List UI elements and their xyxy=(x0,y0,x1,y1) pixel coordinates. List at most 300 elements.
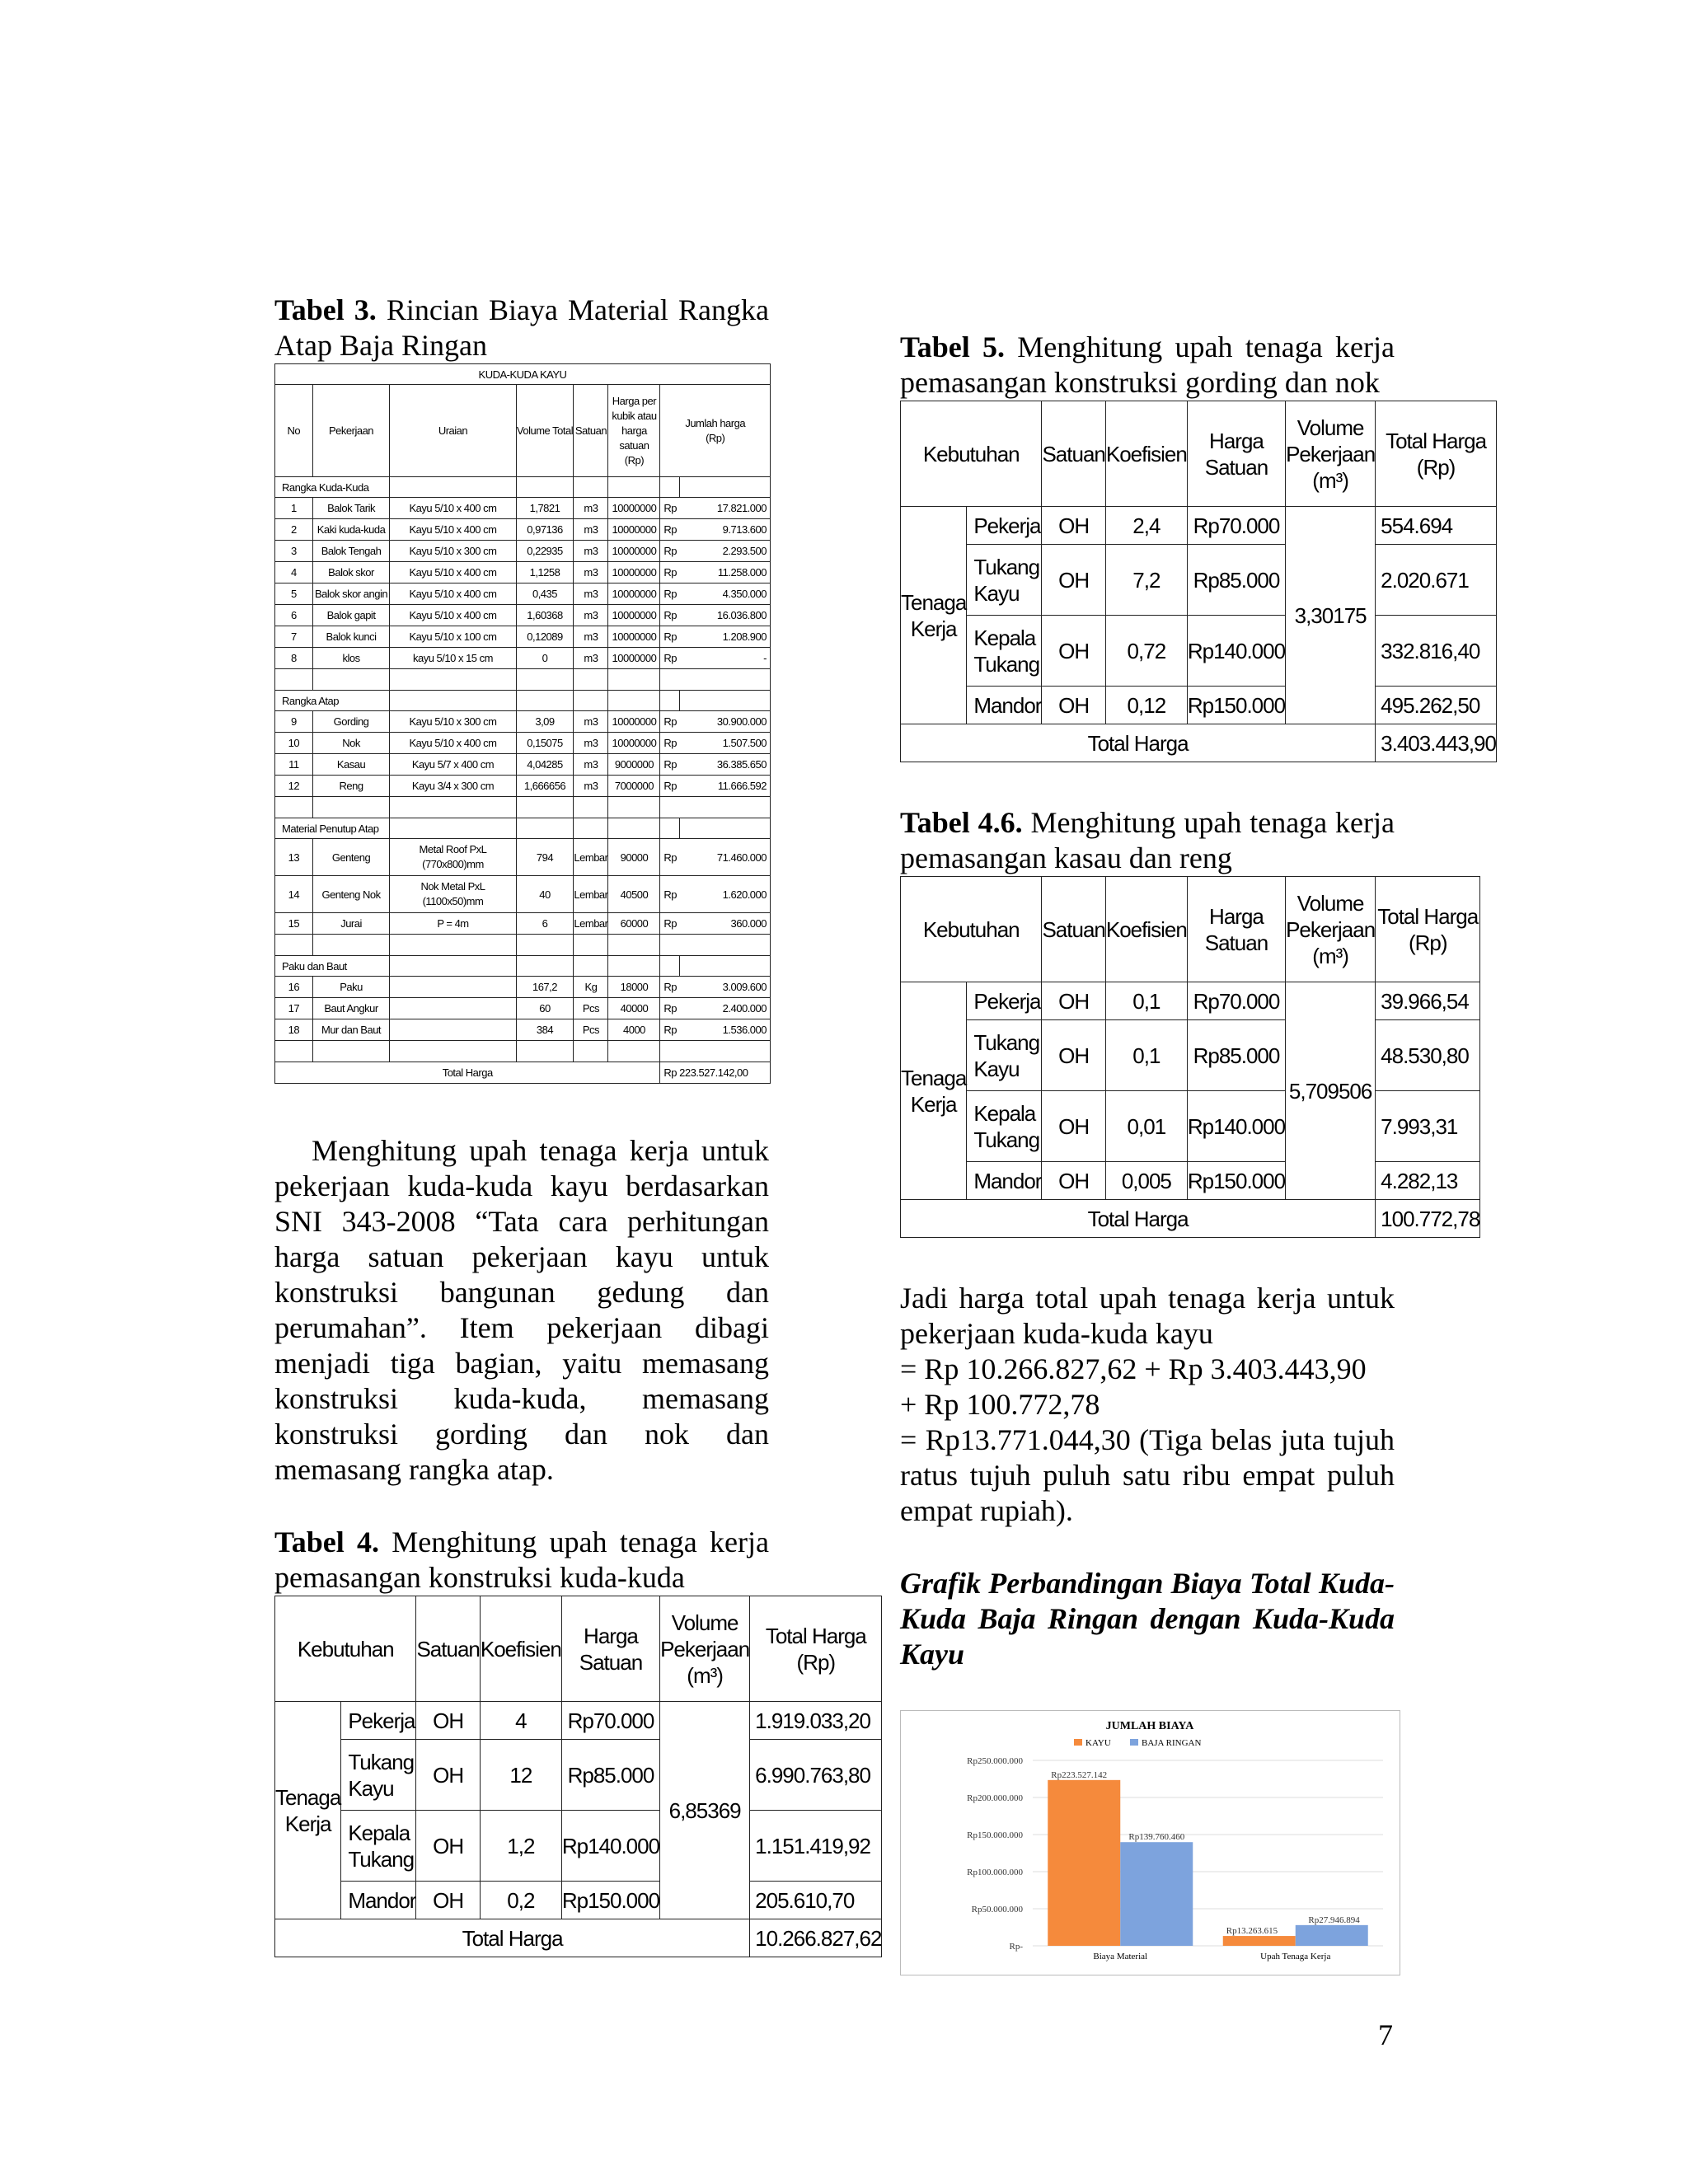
group-tenaga-kerja: Tenaga Kerja xyxy=(901,982,967,1200)
cell-total: 205.610,70 xyxy=(750,1882,882,1919)
grafik-caption: Grafik Perbandingan Biaya Total Kuda-Kuda Baja Ringan dengan Kuda-Kuda Kayu xyxy=(900,1567,1395,1671)
cell-harga: 7000000 xyxy=(608,776,660,797)
empty-cell xyxy=(608,818,660,839)
cell-satuan: m3 xyxy=(574,562,608,583)
empty-cell xyxy=(516,797,574,818)
left-column xyxy=(274,293,882,1957)
total-row xyxy=(275,1919,882,1957)
cell-volume: 167,2 xyxy=(516,977,574,998)
table-row xyxy=(901,687,1497,724)
table-row xyxy=(901,1020,1480,1091)
th-volume: Volume Total xyxy=(516,385,574,477)
table-row xyxy=(275,541,771,562)
cell-satuan: OH xyxy=(1042,982,1105,1020)
empty-cell xyxy=(608,691,660,711)
cell-satuan: m3 xyxy=(574,776,608,797)
group-tenaga-kerja: Tenaga Kerja xyxy=(275,1702,341,1919)
table-row xyxy=(275,1019,771,1041)
cell-harga-satuan: Rp85.000 xyxy=(561,1740,659,1811)
th-no: No xyxy=(275,385,313,477)
cell-koefisien: 1,2 xyxy=(480,1811,561,1882)
data-label: Rp27.946.894 xyxy=(1308,1915,1360,1925)
cell-satuan: Lembar xyxy=(574,876,608,913)
empty-cell xyxy=(275,935,313,956)
cell-harga: 10000000 xyxy=(608,519,660,541)
y-tick-label: Rp200.000.000 xyxy=(967,1793,1023,1803)
cell-total: 6.990.763,80 xyxy=(750,1740,882,1811)
cell-satuan: m3 xyxy=(574,711,608,733)
cell-no: 9 xyxy=(275,711,313,733)
empty-cell xyxy=(390,797,516,818)
cell-uraian: Kayu 5/10 x 300 cm xyxy=(390,711,516,733)
empty-cell xyxy=(275,797,313,818)
header-row xyxy=(275,1596,882,1702)
empty-cell xyxy=(390,956,516,977)
total-row xyxy=(275,1062,771,1084)
th-jumlah: Jumlah harga (Rp) xyxy=(660,385,771,477)
total-value: Rp 223.527.142,00 xyxy=(660,1062,771,1084)
table-row xyxy=(275,998,771,1019)
empty-cell xyxy=(574,669,608,691)
cell-volume: 1,1258 xyxy=(516,562,574,583)
cell-satuan: m3 xyxy=(574,754,608,776)
total-label: Total Harga xyxy=(275,1919,750,1957)
table-row xyxy=(275,876,771,913)
empty-cell xyxy=(390,669,516,691)
th-kebutuhan: Kebutuhan xyxy=(275,1596,416,1702)
th-harga-satuan: Harga Satuan xyxy=(1187,877,1285,982)
section-name: Material Penutup Atap xyxy=(275,818,390,839)
empty-cell xyxy=(574,818,608,839)
empty-cell xyxy=(608,935,660,956)
empty-cell xyxy=(574,956,608,977)
cell-rp: Rp xyxy=(660,733,680,754)
legend-label-2: BAJA RINGAN xyxy=(1142,1738,1202,1748)
table-row xyxy=(275,605,771,626)
tabel3-caption: Tabel 3. Rincian Biaya Material Rangka Atap Baja Ringan xyxy=(274,293,769,362)
empty-cell xyxy=(680,956,771,977)
cell-jumlah: 71.460.000 xyxy=(680,839,771,876)
cell-harga: 90000 xyxy=(608,839,660,876)
cell-volume: 40 xyxy=(516,876,574,913)
cell-harga: 18000 xyxy=(608,977,660,998)
cell-harga-satuan: Rp150.000 xyxy=(1187,687,1285,724)
cell-rp: Rp xyxy=(660,913,680,935)
total-label: Total Harga xyxy=(275,1062,660,1084)
cell-harga: 9000000 xyxy=(608,754,660,776)
tabel4-wrapper xyxy=(274,1596,882,1957)
cell-rp: Rp xyxy=(660,754,680,776)
cell-pekerjaan: Balok kunci xyxy=(312,626,390,648)
cell-harga: 4000 xyxy=(608,1019,660,1041)
cell-total: 1.151.419,92 xyxy=(750,1811,882,1882)
empty-cell xyxy=(312,1041,390,1062)
cell-volume: 6,85369 xyxy=(660,1702,750,1919)
cell-volume: 0,15075 xyxy=(516,733,574,754)
empty-cell xyxy=(574,797,608,818)
cell-rp: Rp xyxy=(660,626,680,648)
cell-total: 4.282,13 xyxy=(1376,1162,1480,1200)
tabel3-table xyxy=(274,363,771,1084)
cell-no: 4 xyxy=(275,562,313,583)
empty-cell xyxy=(390,691,516,711)
cell-harga-satuan: Rp70.000 xyxy=(561,1702,659,1740)
cell-kebutuhan: Kepala Tukang xyxy=(967,616,1042,687)
tabel46-caption: Tabel 4.6. Menghitung upah tenaga kerja pemasangan kasau dan reng xyxy=(900,806,1395,874)
cell-kebutuhan: Pekerja xyxy=(967,982,1042,1020)
cell-uraian xyxy=(390,1019,516,1041)
empty-cell xyxy=(275,669,313,691)
cell-harga: 10000000 xyxy=(608,626,660,648)
cell-pekerjaan: klos xyxy=(312,648,390,669)
cell-harga-satuan: Rp150.000 xyxy=(1187,1162,1285,1200)
table-row xyxy=(275,913,771,935)
cell-rp: Rp xyxy=(660,498,680,519)
table-row xyxy=(275,648,771,669)
group-tenaga-kerja: Tenaga Kerja xyxy=(901,507,967,724)
empty-cell xyxy=(608,956,660,977)
th-harga-satuan: Harga Satuan xyxy=(1187,401,1285,507)
paragraph-2 xyxy=(900,1281,1454,1529)
cell-koefisien: 0,1 xyxy=(1105,1020,1187,1091)
cell-rp: Rp xyxy=(660,562,680,583)
cell-pekerjaan: Genteng Nok xyxy=(312,876,390,913)
cell-koefisien: 7,2 xyxy=(1105,545,1187,616)
empty-cell xyxy=(275,1041,313,1062)
cell-satuan: Pcs xyxy=(574,998,608,1019)
section-row xyxy=(275,956,771,977)
cell-harga-satuan: Rp140.000 xyxy=(561,1811,659,1882)
cell-volume: 0,97136 xyxy=(516,519,574,541)
cell-harga: 10000000 xyxy=(608,498,660,519)
cell-jumlah: 17.821.000 xyxy=(680,498,771,519)
cell-jumlah: 2.293.500 xyxy=(680,541,771,562)
cell-pekerjaan: Mur dan Baut xyxy=(312,1019,390,1041)
cell-pekerjaan: Baut Angkur xyxy=(312,998,390,1019)
tabel5-table xyxy=(900,401,1497,762)
cell-satuan: OH xyxy=(416,1882,480,1919)
cell-no: 2 xyxy=(275,519,313,541)
cell-uraian: kayu 5/10 x 15 cm xyxy=(390,648,516,669)
empty-cell xyxy=(312,935,390,956)
empty-cell xyxy=(390,935,516,956)
cell-pekerjaan: Jurai xyxy=(312,913,390,935)
cell-jumlah: 30.900.000 xyxy=(680,711,771,733)
empty-cell xyxy=(608,1041,660,1062)
cell-harga: 60000 xyxy=(608,913,660,935)
empty-cell xyxy=(608,797,660,818)
cell-harga: 10000000 xyxy=(608,541,660,562)
total-value: 100.772,78 xyxy=(1376,1200,1480,1238)
tabel5-caption: Tabel 5. Menghitung upah tenaga kerja pemasangan konstruksi gording dan nok xyxy=(900,330,1395,399)
cell-harga-satuan: Rp85.000 xyxy=(1187,1020,1285,1091)
cell-pekerjaan: Balok Tengah xyxy=(312,541,390,562)
empty-cell xyxy=(660,797,680,818)
cell-uraian xyxy=(390,977,516,998)
section-row xyxy=(275,477,771,498)
table-row xyxy=(275,733,771,754)
cell-satuan: Lembar xyxy=(574,839,608,876)
cell-uraian: Kayu 5/10 x 100 cm xyxy=(390,626,516,648)
table-row xyxy=(901,616,1497,687)
empty-cell xyxy=(680,1041,771,1062)
cell-rp: Rp xyxy=(660,583,680,605)
cell-satuan: OH xyxy=(1042,616,1105,687)
empty-cell xyxy=(680,477,771,498)
empty-cell xyxy=(516,669,574,691)
cell-volume: 794 xyxy=(516,839,574,876)
empty-cell xyxy=(390,818,516,839)
cell-jumlah: 16.036.800 xyxy=(680,605,771,626)
tabel4-caption: Tabel 4. Menghitung upah tenaga kerja pemasangan konstruksi kuda-kuda xyxy=(274,1526,769,1594)
cell-harga-satuan: Rp150.000 xyxy=(561,1882,659,1919)
th-kebutuhan: Kebutuhan xyxy=(901,401,1042,507)
cell-satuan: OH xyxy=(1042,1020,1105,1091)
bar-kayu-1 xyxy=(1048,1780,1120,1946)
cell-no: 6 xyxy=(275,605,313,626)
cell-harga-satuan: Rp70.000 xyxy=(1187,982,1285,1020)
table-row xyxy=(901,1162,1480,1200)
cell-satuan: OH xyxy=(416,1811,480,1882)
cell-no: 18 xyxy=(275,1019,313,1041)
paragraph-1: Menghitung upah tenaga kerja untuk pekerjaan kuda-kuda kayu berdasarkan SNI 343-2008 “Tata cara perhitungan harga satuan pekerjaan kayu untuk konstruksi bangunan gedung dan perumahan”. Item pekerjaan dibagi menjadi tiga bagian, yaitu memasang konstruksi kuda-kuda, memasang konstruksi gording dan nok dan memasang rangka atap. xyxy=(274,1134,769,1486)
cell-no: 13 xyxy=(275,839,313,876)
cell-volume: 384 xyxy=(516,1019,574,1041)
legend-swatch-2 xyxy=(1130,1739,1138,1746)
cell-pekerjaan: Gording xyxy=(312,711,390,733)
total-row xyxy=(901,1200,1480,1238)
cell-jumlah: 1.536.000 xyxy=(680,1019,771,1041)
empty-cell xyxy=(660,935,680,956)
data-label: Rp223.527.142 xyxy=(1051,1769,1108,1780)
cell-harga: 10000000 xyxy=(608,562,660,583)
cell-satuan: m3 xyxy=(574,498,608,519)
tabel46-table xyxy=(900,876,1480,1238)
table-row xyxy=(275,1882,882,1919)
cell-jumlah: 2.400.000 xyxy=(680,998,771,1019)
th-koefisien: Koefisien xyxy=(480,1596,561,1702)
empty-cell xyxy=(312,669,390,691)
cell-volume: 1,7821 xyxy=(516,498,574,519)
cell-satuan: OH xyxy=(1042,1162,1105,1200)
cell-harga: 10000000 xyxy=(608,605,660,626)
cell-no: 3 xyxy=(275,541,313,562)
cell-total: 332.816,40 xyxy=(1376,616,1497,687)
empty-cell xyxy=(516,691,574,711)
cell-harga-satuan: Rp140.000 xyxy=(1187,616,1285,687)
total-row xyxy=(901,724,1497,762)
empty-cell xyxy=(516,956,574,977)
bar-baja-ringan-2 xyxy=(1296,1925,1368,1946)
table-row xyxy=(275,498,771,519)
cell-jumlah: 3.009.600 xyxy=(680,977,771,998)
cell-koefisien: 0,1 xyxy=(1105,982,1187,1020)
cell-pekerjaan: Nok xyxy=(312,733,390,754)
cell-koefisien: 0,005 xyxy=(1105,1162,1187,1200)
cell-jumlah: 11.666.592 xyxy=(680,776,771,797)
cell-volume: 5,709506 xyxy=(1286,982,1376,1200)
cell-uraian: Kayu 5/10 x 400 cm xyxy=(390,583,516,605)
cell-uraian: Kayu 5/7 x 400 cm xyxy=(390,754,516,776)
empty-cell xyxy=(608,477,660,498)
cell-harga: 40000 xyxy=(608,998,660,1019)
data-label: Rp139.760.460 xyxy=(1128,1832,1185,1843)
section-row xyxy=(275,818,771,839)
cell-koefisien: 0,2 xyxy=(480,1882,561,1919)
bar-baja-ringan-1 xyxy=(1120,1842,1193,1946)
cell-volume: 0,12089 xyxy=(516,626,574,648)
empty-cell xyxy=(516,818,574,839)
cell-total: 48.530,80 xyxy=(1376,1020,1480,1091)
th-koefisien: Koefisien xyxy=(1105,401,1187,507)
blank-row xyxy=(275,797,771,818)
cell-harga-satuan: Rp85.000 xyxy=(1187,545,1285,616)
right-column xyxy=(900,330,1496,1672)
table-row xyxy=(275,839,771,876)
empty-cell xyxy=(660,956,680,977)
cell-kebutuhan: Kepala Tukang xyxy=(341,1811,416,1882)
cell-volume: 4,04285 xyxy=(516,754,574,776)
cell-total: 7.993,31 xyxy=(1376,1091,1480,1162)
table-row xyxy=(901,1091,1480,1162)
cell-total: 1.919.033,20 xyxy=(750,1702,882,1740)
cell-volume: 1,666656 xyxy=(516,776,574,797)
table-row xyxy=(901,982,1480,1020)
empty-cell xyxy=(660,691,680,711)
cell-satuan: m3 xyxy=(574,648,608,669)
cell-satuan: OH xyxy=(1042,1091,1105,1162)
y-tick-label: Rp- xyxy=(1009,1942,1023,1952)
cell-kebutuhan: Tukang Kayu xyxy=(967,1020,1042,1091)
table-row xyxy=(275,1702,882,1740)
total-value: 10.266.827,62 xyxy=(750,1919,882,1957)
cell-kebutuhan: Mandor xyxy=(967,1162,1042,1200)
x-tick-label: Biaya Material xyxy=(1093,1952,1148,1961)
th-total: Total Harga (Rp) xyxy=(750,1596,882,1702)
cell-satuan: Lembar xyxy=(574,913,608,935)
cell-no: 15 xyxy=(275,913,313,935)
cell-no: 16 xyxy=(275,977,313,998)
cell-rp: Rp xyxy=(660,648,680,669)
th-volume: Volume Pekerjaan (m³) xyxy=(1286,401,1376,507)
cell-uraian: Metal Roof PxL (770x800)mm xyxy=(390,839,516,876)
cell-koefisien: 0,72 xyxy=(1105,616,1187,687)
cell-rp: Rp xyxy=(660,876,680,913)
table-row xyxy=(275,754,771,776)
cell-pekerjaan: Reng xyxy=(312,776,390,797)
empty-cell xyxy=(608,669,660,691)
th-harga-satuan: Harga Satuan xyxy=(561,1596,659,1702)
empty-cell xyxy=(680,691,771,711)
cell-uraian: Kayu 5/10 x 400 cm xyxy=(390,519,516,541)
cell-koefisien: 0,12 xyxy=(1105,687,1187,724)
cell-no: 10 xyxy=(275,733,313,754)
x-tick-label: Upah Tenaga Kerja xyxy=(1260,1952,1331,1961)
section-name: Rangka Kuda-Kuda xyxy=(275,477,390,498)
legend-label-1: KAYU xyxy=(1085,1738,1111,1748)
tabel3-title: KUDA-KUDA KAYU xyxy=(275,364,771,385)
cell-satuan: OH xyxy=(1042,507,1105,545)
table-row xyxy=(275,776,771,797)
cell-satuan: Kg xyxy=(574,977,608,998)
cell-no: 11 xyxy=(275,754,313,776)
cell-uraian: Kayu 5/10 x 400 cm xyxy=(390,498,516,519)
empty-cell xyxy=(574,1041,608,1062)
bar-chart xyxy=(901,1711,1400,1975)
cell-volume: 3,30175 xyxy=(1286,507,1376,724)
cell-uraian: Kayu 3/4 x 300 cm xyxy=(390,776,516,797)
paragraph-2-line-3: + Rp 100.772,78 xyxy=(900,1388,1100,1421)
blank-row xyxy=(275,1041,771,1062)
cell-rp: Rp xyxy=(660,998,680,1019)
cell-no: 5 xyxy=(275,583,313,605)
cell-rp: Rp xyxy=(660,776,680,797)
table-row xyxy=(275,562,771,583)
table-row xyxy=(275,977,771,998)
cell-kebutuhan: Tukang Kayu xyxy=(967,545,1042,616)
cell-no: 8 xyxy=(275,648,313,669)
cell-jumlah: 9.713.600 xyxy=(680,519,771,541)
chart-title: JUMLAH BIAYA xyxy=(1105,1720,1194,1732)
th-uraian: Uraian xyxy=(390,385,516,477)
y-tick-label: Rp50.000.000 xyxy=(971,1905,1023,1915)
cell-kebutuhan: Pekerja xyxy=(341,1702,416,1740)
empty-cell xyxy=(574,477,608,498)
empty-cell xyxy=(680,797,771,818)
cell-pekerjaan: Genteng xyxy=(312,839,390,876)
empty-cell xyxy=(574,691,608,711)
cell-koefisien: 12 xyxy=(480,1740,561,1811)
th-total: Total Harga (Rp) xyxy=(1376,877,1480,982)
cell-uraian: Kayu 5/10 x 300 cm xyxy=(390,541,516,562)
table-row xyxy=(901,507,1497,545)
cell-volume: 60 xyxy=(516,998,574,1019)
cell-no: 14 xyxy=(275,876,313,913)
paragraph-2-line-1: Jadi harga total upah tenaga kerja untuk pekerjaan kuda-kuda kayu xyxy=(900,1282,1395,1350)
legend-swatch-1 xyxy=(1074,1739,1082,1746)
header-row xyxy=(901,401,1497,507)
paragraph-2-line-4: = Rp13.771.044,30 (Tiga belas juta tujuh ratus tujuh puluh satu ribu empat puluh empat rupiah). xyxy=(900,1423,1454,1527)
cell-pekerjaan: Balok gapit xyxy=(312,605,390,626)
cell-volume: 0,22935 xyxy=(516,541,574,562)
cell-harga-satuan: Rp140.000 xyxy=(1187,1091,1285,1162)
cell-harga-satuan: Rp70.000 xyxy=(1187,507,1285,545)
table-row xyxy=(901,545,1497,616)
empty-cell xyxy=(660,1041,680,1062)
cell-volume: 1,60368 xyxy=(516,605,574,626)
chart-container xyxy=(900,1710,1400,1975)
th-pekerjaan: Pekerjaan xyxy=(312,385,390,477)
bar-kayu-2 xyxy=(1223,1936,1296,1946)
section-name: Rangka Atap xyxy=(275,691,390,711)
cell-uraian: Nok Metal PxL (1100x50)mm xyxy=(390,876,516,913)
cell-pekerjaan: Kasau xyxy=(312,754,390,776)
table-row xyxy=(275,711,771,733)
empty-cell xyxy=(680,818,771,839)
cell-satuan: OH xyxy=(1042,687,1105,724)
table-row xyxy=(275,626,771,648)
cell-pekerjaan: Paku xyxy=(312,977,390,998)
total-label: Total Harga xyxy=(901,1200,1376,1238)
empty-cell xyxy=(516,477,574,498)
tabel4-table xyxy=(274,1596,882,1957)
cell-jumlah: 36.385.650 xyxy=(680,754,771,776)
empty-cell xyxy=(680,935,771,956)
cell-rp: Rp xyxy=(660,541,680,562)
tabel5-wrapper xyxy=(900,401,1496,762)
paragraph-2-line-2: = Rp 10.266.827,62 + Rp 3.403.443,90 xyxy=(900,1352,1367,1385)
cell-kebutuhan: Pekerja xyxy=(967,507,1042,545)
